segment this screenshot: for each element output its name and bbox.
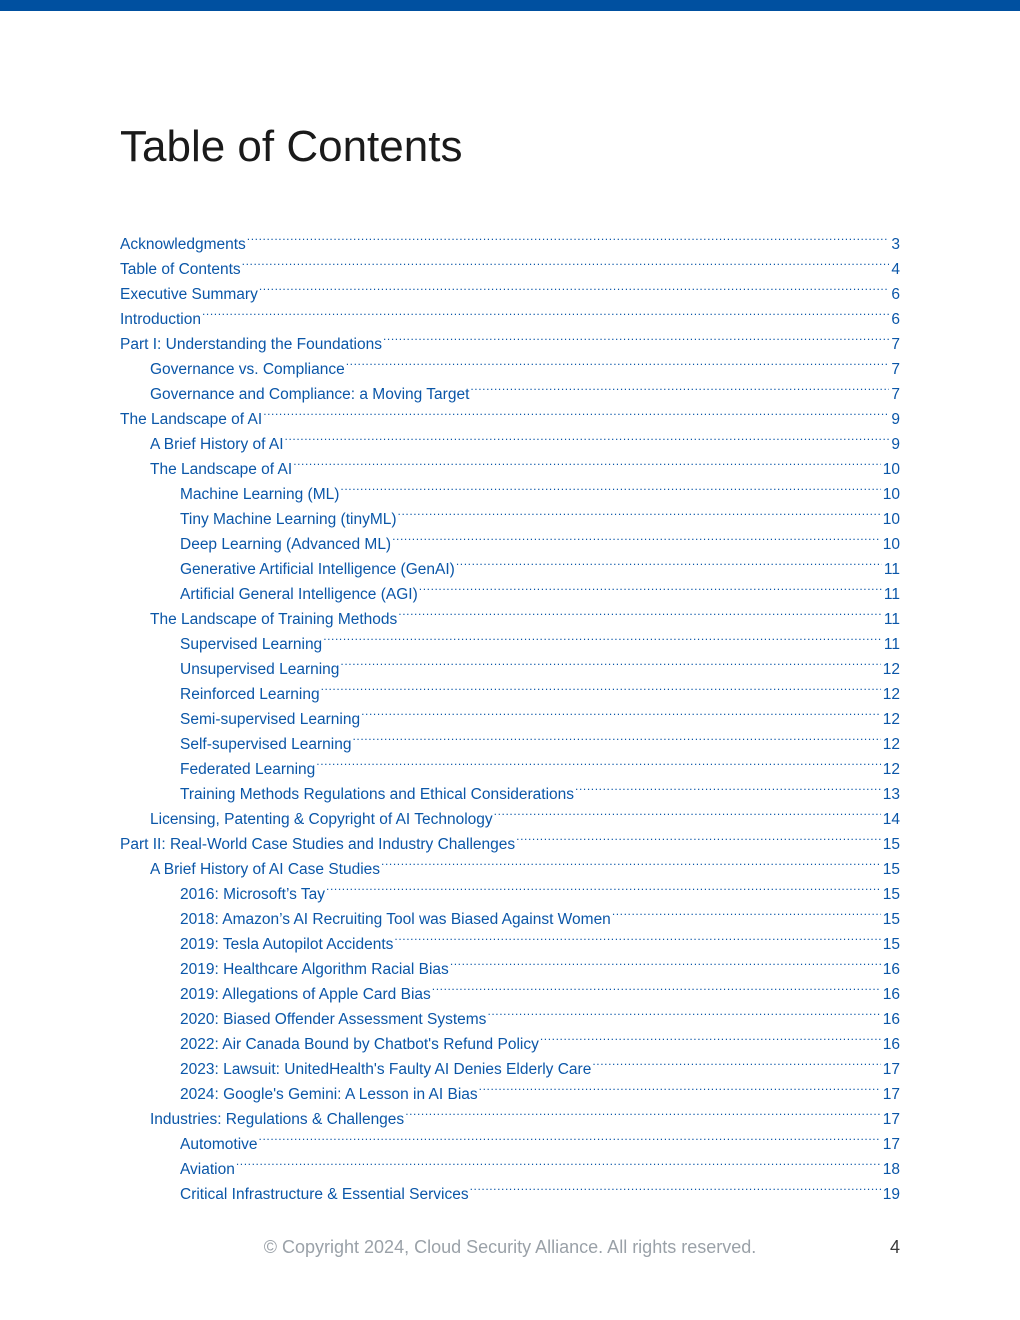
toc-entry-page-number[interactable]: 10 xyxy=(882,511,900,528)
toc-dot-leader xyxy=(381,849,881,874)
toc-entry-title[interactable]: 2019: Allegations of Apple Card Bias xyxy=(180,986,431,1003)
footer-copyright: © Copyright 2024, Cloud Security Alliance. All rights reserved. xyxy=(263,1237,757,1257)
toc-entry-page-number[interactable]: 11 xyxy=(883,636,900,653)
toc-entry-page-number[interactable]: 12 xyxy=(882,736,900,753)
toc-entry[interactable] xyxy=(120,299,900,328)
toc-dot-leader xyxy=(247,224,890,249)
toc-entry-title[interactable]: Training Methods Regulations and Ethical Considerations xyxy=(180,786,575,803)
toc-dot-leader xyxy=(285,424,890,449)
toc-dot-leader xyxy=(321,674,881,699)
toc-entry-page-number[interactable]: 15 xyxy=(882,836,900,853)
toc-dot-leader xyxy=(293,449,881,474)
toc-entry-title[interactable]: Deep Learning (Advanced ML) xyxy=(180,536,392,553)
toc-entry-page-number[interactable]: 14 xyxy=(882,811,900,828)
toc-entry-page-number[interactable]: 15 xyxy=(882,861,900,878)
toc-entry-page-number[interactable]: 17 xyxy=(882,1136,900,1153)
toc-entry-title[interactable]: Part II: Real-World Case Studies and Industry Challenges xyxy=(120,836,516,853)
toc-entry-title[interactable]: The Landscape of AI xyxy=(150,461,293,478)
toc-entry-title[interactable]: The Landscape of AI xyxy=(120,411,263,428)
toc-dot-leader xyxy=(316,749,880,774)
toc-entry-page-number[interactable]: 11 xyxy=(883,611,900,628)
toc-entry-title[interactable]: 2024: Google's Gemini: A Lesson in AI Bias xyxy=(180,1086,478,1103)
toc-entry-page-number[interactable]: 3 xyxy=(891,236,900,253)
toc-entry-title[interactable]: Tiny Machine Learning (tinyML) xyxy=(180,511,397,528)
toc-dot-leader xyxy=(392,524,881,549)
toc-dot-leader xyxy=(450,949,881,974)
toc-dot-leader xyxy=(432,974,881,999)
toc-entry-title[interactable]: Part I: Understanding the Foundations xyxy=(120,336,382,353)
toc-entry-title[interactable]: Reinforced Learning xyxy=(180,686,320,703)
toc-entry-page-number[interactable]: 6 xyxy=(891,286,900,303)
toc-entry-page-number[interactable]: 17 xyxy=(882,1111,900,1128)
toc-entry-page-number[interactable]: 12 xyxy=(882,661,900,678)
toc-entry-title[interactable]: A Brief History of AI xyxy=(150,436,284,453)
toc-dot-leader xyxy=(259,274,890,299)
toc-entry-title[interactable]: Generative Artificial Intelligence (GenAI) xyxy=(180,561,455,578)
toc-entry-page-number[interactable]: 10 xyxy=(882,536,900,553)
toc-entry-page-number[interactable]: 15 xyxy=(882,911,900,928)
toc-entry-page-number[interactable]: 10 xyxy=(882,461,900,478)
toc-entry-title[interactable]: The Landscape of Training Methods xyxy=(150,611,398,628)
toc-entry-title[interactable]: Acknowledgments xyxy=(120,236,246,253)
toc-dot-leader xyxy=(405,1099,881,1124)
toc-dot-leader xyxy=(398,599,882,624)
toc-entry-page-number[interactable]: 6 xyxy=(891,311,900,328)
toc-dot-leader xyxy=(470,374,889,399)
toc-entry-page-number[interactable]: 11 xyxy=(883,561,900,578)
toc-entry-page-number[interactable]: 9 xyxy=(891,436,900,453)
toc-entry-page-number[interactable]: 18 xyxy=(882,1161,900,1178)
toc-dot-leader xyxy=(487,999,880,1024)
toc-entry-title[interactable]: Governance vs. Compliance xyxy=(150,361,345,378)
toc-entry-page-number[interactable]: 16 xyxy=(882,961,900,978)
toc-entry-title[interactable]: Supervised Learning xyxy=(180,636,323,653)
toc-dot-leader xyxy=(394,924,880,949)
toc-entry[interactable] xyxy=(120,1174,900,1203)
footer-page-number: 4 xyxy=(889,1237,900,1257)
toc-entry-page-number[interactable]: 15 xyxy=(882,886,900,903)
toc-dot-leader xyxy=(242,249,890,274)
toc-entry-title[interactable]: Executive Summary xyxy=(120,286,258,303)
toc-entry-title[interactable]: 2019: Tesla Autopilot Accidents xyxy=(180,936,394,953)
top-accent-bar xyxy=(0,0,1020,11)
toc-entry-page-number[interactable]: 17 xyxy=(882,1061,900,1078)
toc-entry-title[interactable]: 2020: Biased Offender Assessment Systems xyxy=(180,1011,487,1028)
toc-dot-leader xyxy=(236,1149,881,1174)
toc-entry-page-number[interactable]: 11 xyxy=(883,586,900,603)
toc-dot-leader xyxy=(352,724,880,749)
toc-dot-leader xyxy=(516,824,881,849)
toc-dot-leader xyxy=(326,874,881,899)
toc-dot-leader xyxy=(592,1049,880,1074)
toc-entry-page-number[interactable]: 7 xyxy=(891,336,900,353)
toc-entry[interactable] xyxy=(120,224,900,253)
toc-entry-title[interactable]: Governance and Compliance: a Moving Target xyxy=(150,386,470,403)
toc-dot-leader xyxy=(259,1124,881,1149)
toc-entry-page-number[interactable]: 12 xyxy=(882,686,900,703)
toc-dot-leader xyxy=(346,349,890,374)
toc-entry-page-number[interactable]: 12 xyxy=(882,761,900,778)
toc-dot-leader xyxy=(383,324,889,349)
table-of-contents xyxy=(120,224,900,1203)
toc-entry-title[interactable]: 2016: Microsoft’s Tay xyxy=(180,886,326,903)
toc-entry-page-number[interactable]: 4 xyxy=(891,261,900,278)
toc-entry-title[interactable]: Automotive xyxy=(180,1136,258,1153)
toc-entry-title[interactable]: Semi-supervised Learning xyxy=(180,711,361,728)
toc-entry-page-number[interactable]: 17 xyxy=(882,1086,900,1103)
toc-dot-leader xyxy=(419,574,882,599)
toc-entry-page-number[interactable]: 7 xyxy=(891,386,900,403)
toc-dot-leader xyxy=(361,699,881,724)
toc-entry-title[interactable]: 2018: Amazon’s AI Recruiting Tool was Biased Against Women xyxy=(180,911,611,928)
toc-entry-title[interactable]: Federated Learning xyxy=(180,761,316,778)
toc-entry-title[interactable]: Critical Infrastructure & Essential Services xyxy=(180,1186,469,1203)
toc-entry-page-number[interactable]: 16 xyxy=(882,1011,900,1028)
toc-entry-title[interactable]: 2019: Healthcare Algorithm Racial Bias xyxy=(180,961,449,978)
toc-entry-title[interactable]: 2023: Lawsuit: UnitedHealth's Faulty AI Denies Elderly Care xyxy=(180,1061,592,1078)
toc-entry-title[interactable]: A Brief History of AI Case Studies xyxy=(150,861,381,878)
toc-entry-title[interactable]: Aviation xyxy=(180,1161,235,1178)
toc-entry-title[interactable]: Machine Learning (ML) xyxy=(180,486,340,503)
toc-dot-leader xyxy=(470,1174,881,1199)
toc-dot-leader xyxy=(263,399,889,424)
toc-dot-leader xyxy=(340,474,880,499)
toc-dot-leader xyxy=(540,1024,881,1049)
toc-entry-title[interactable]: Introduction xyxy=(120,311,201,328)
toc-entry-title[interactable]: Artificial General Intelligence (AGI) xyxy=(180,586,418,603)
toc-entry-page-number[interactable]: 16 xyxy=(882,986,900,1003)
toc-dot-leader xyxy=(575,774,881,799)
toc-entry-page-number[interactable]: 10 xyxy=(882,486,900,503)
toc-entry-page-number[interactable]: 12 xyxy=(882,711,900,728)
toc-dot-leader xyxy=(612,899,881,924)
toc-entry-page-number[interactable]: 7 xyxy=(891,361,900,378)
toc-entry-page-number[interactable]: 9 xyxy=(891,411,900,428)
toc-dot-leader xyxy=(398,499,881,524)
toc-dot-leader xyxy=(202,299,889,324)
toc-entry-title[interactable]: Unsupervised Learning xyxy=(180,661,340,678)
toc-entry-title[interactable]: Table of Contents xyxy=(120,261,241,278)
toc-dot-leader xyxy=(323,624,882,649)
toc-entry-page-number[interactable]: 19 xyxy=(882,1186,900,1203)
toc-entry[interactable] xyxy=(120,324,900,353)
toc-entry-title[interactable]: Self-supervised Learning xyxy=(180,736,352,753)
toc-entry-title[interactable]: 2022: Air Canada Bound by Chatbot's Refund Policy xyxy=(180,1036,539,1053)
toc-dot-leader xyxy=(340,649,880,674)
toc-entry-title[interactable]: Licensing, Patenting & Copyright of AI Technology xyxy=(150,811,493,828)
toc-entry-page-number[interactable]: 16 xyxy=(882,1036,900,1053)
toc-dot-leader xyxy=(456,549,882,574)
toc-entry[interactable] xyxy=(120,1149,900,1178)
toc-entry-page-number[interactable]: 13 xyxy=(882,786,900,803)
toc-dot-leader xyxy=(479,1074,881,1099)
toc-entry-page-number[interactable]: 15 xyxy=(882,936,900,953)
toc-entry-title[interactable]: Industries: Regulations & Challenges xyxy=(150,1111,405,1128)
toc-dot-leader xyxy=(494,799,881,824)
page-title: Table of Contents xyxy=(120,122,463,171)
